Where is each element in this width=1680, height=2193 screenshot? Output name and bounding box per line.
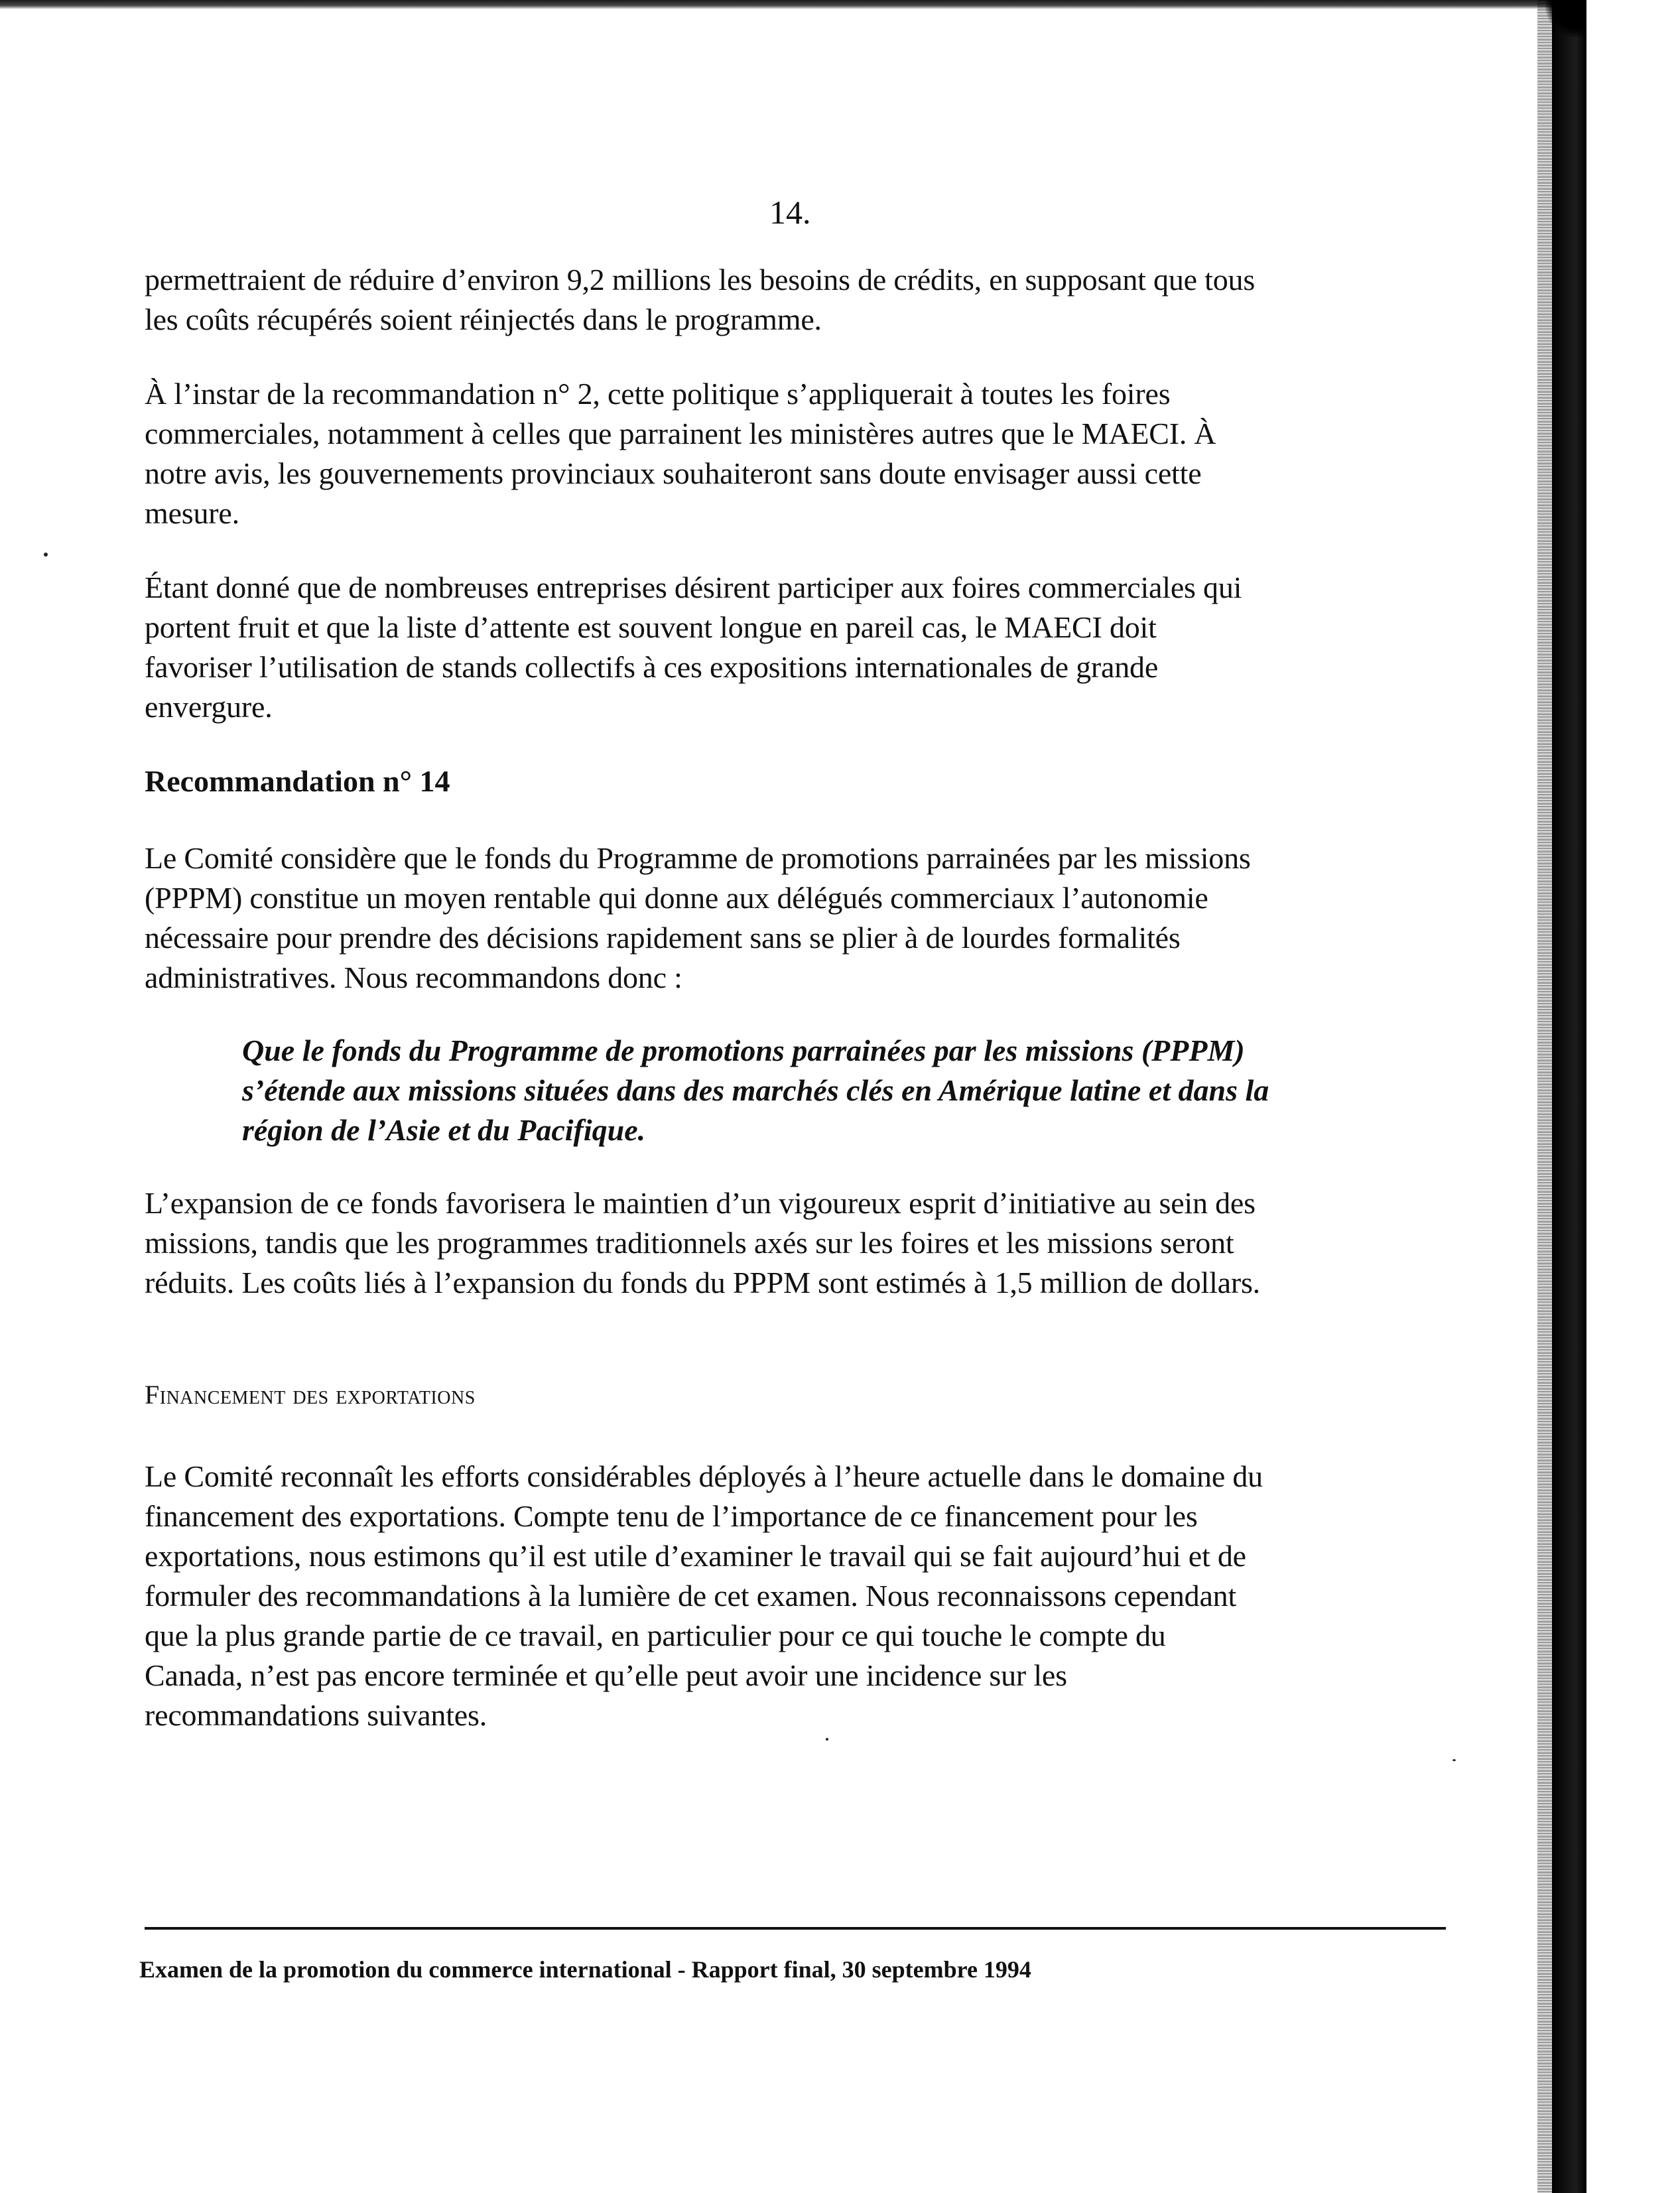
paragraph-line: L’expansion de ce fonds favorisera le maintien d’un vigoureux esprit d’initiative au sein des <box>145 1186 1256 1220</box>
paragraph-line: Le Comité considère que le fonds du Programme de promotions parrainées par les missions <box>145 841 1251 875</box>
scan-top-edge <box>0 0 1680 9</box>
scan-margin <box>1586 0 1680 2193</box>
paragraph-line: À l’instar de la recommandation n° 2, cette politique s’appliquerait à toutes les foires <box>145 377 1171 411</box>
paragraph-line: envergure. <box>145 690 273 724</box>
paragraph-line: formuler des recommandations à la lumière de cet examen. Nous reconnaissons cependant <box>145 1579 1237 1613</box>
paragraph-line: nécessaire pour prendre des décisions rapidement sans se plier à de lourdes formalités <box>145 921 1181 955</box>
page-number: 14. <box>769 194 811 231</box>
scan-speck <box>44 553 48 557</box>
paragraph-line: exportations, nous estimons qu’il est utile d’examiner le travail qui se fait aujourd’hui et de <box>145 1539 1246 1573</box>
paragraph-line: notre avis, les gouvernements provinciaux souhaiteront sans doute envisager aussi cette <box>145 456 1202 490</box>
paragraph-3 <box>145 568 1445 727</box>
paragraph-line: recommandations suivantes. <box>145 1698 487 1732</box>
paragraph-line: favoriser l’utilisation de stands collectifs à ces expositions internationales de grande <box>145 650 1159 684</box>
paragraph-line: Étant donné que de nombreuses entreprises désirent participer aux foires commerciales qui <box>145 570 1242 604</box>
paragraph-line: missions, tandis que les programmes traditionnels axés sur les foires et les missions seront <box>145 1226 1234 1260</box>
section-title: Financement des exportations <box>145 1380 476 1410</box>
recommendation-line: Que le fonds du Programme de promotions parrainées par les missions (PPPM) <box>242 1033 1245 1067</box>
paragraph-1 <box>145 260 1445 340</box>
paragraph-2 <box>145 374 1445 533</box>
footer-text: Examen de la promotion du commerce international - Rapport final, 30 septembre 1994 <box>139 1956 1031 1983</box>
scan-speck <box>826 1738 828 1741</box>
scan-binding-corner <box>1545 0 1585 37</box>
paragraph-line: permettraient de réduire d’environ 9,2 millions les besoins de crédits, en supposant que tous <box>145 263 1256 297</box>
paragraph-line: réduits. Les coûts liés à l’expansion du fonds du PPPM sont estimés à 1,5 million de dollars. <box>145 1266 1260 1299</box>
scan-binding-edge <box>1552 0 1586 2193</box>
paragraph-6 <box>145 1457 1445 1735</box>
paragraph-4 <box>145 838 1445 998</box>
paragraph-line: administratives. Nous recommandons donc : <box>145 961 682 994</box>
paragraph-line: (PPPM) constitue un moyen rentable qui donne aux délégués commerciaux l’autonomie <box>145 881 1208 915</box>
scan-speck <box>1453 1759 1456 1761</box>
footer-rule <box>145 1927 1446 1930</box>
paragraph-line: portent fruit et que la liste d’attente est souvent longue en pareil cas, le MAECI doit <box>145 610 1157 644</box>
paragraph-line: Le Comité reconnaît les efforts considérables déployés à l’heure actuelle dans le domaine du <box>145 1459 1263 1493</box>
paragraph-line: commerciales, notamment à celles que parrainent les ministères autres que le MAECI. À <box>145 417 1216 450</box>
recommendation-heading: Recommandation n° 14 <box>145 764 450 798</box>
recommendation-line: s’étende aux missions situées dans des marchés clés en Amérique latine et dans la <box>242 1073 1269 1107</box>
paragraph-line: les coûts récupérés soient réinjectés dans le programme. <box>145 302 822 336</box>
paragraph-line: que la plus grande partie de ce travail, en particulier pour ce qui touche le compte du <box>145 1619 1166 1652</box>
paragraph-line: Canada, n’est pas encore terminée et qu’elle peut avoir une incidence sur les <box>145 1658 1067 1692</box>
recommendation-text <box>242 1031 1436 1150</box>
recommendation-line: région de l’Asie et du Pacifique. <box>242 1113 646 1147</box>
paragraph-5 <box>145 1183 1445 1303</box>
paragraph-line: financement des exportations. Compte tenu de l’importance de ce financement pour les <box>145 1499 1198 1533</box>
paragraph-line: mesure. <box>145 496 239 530</box>
